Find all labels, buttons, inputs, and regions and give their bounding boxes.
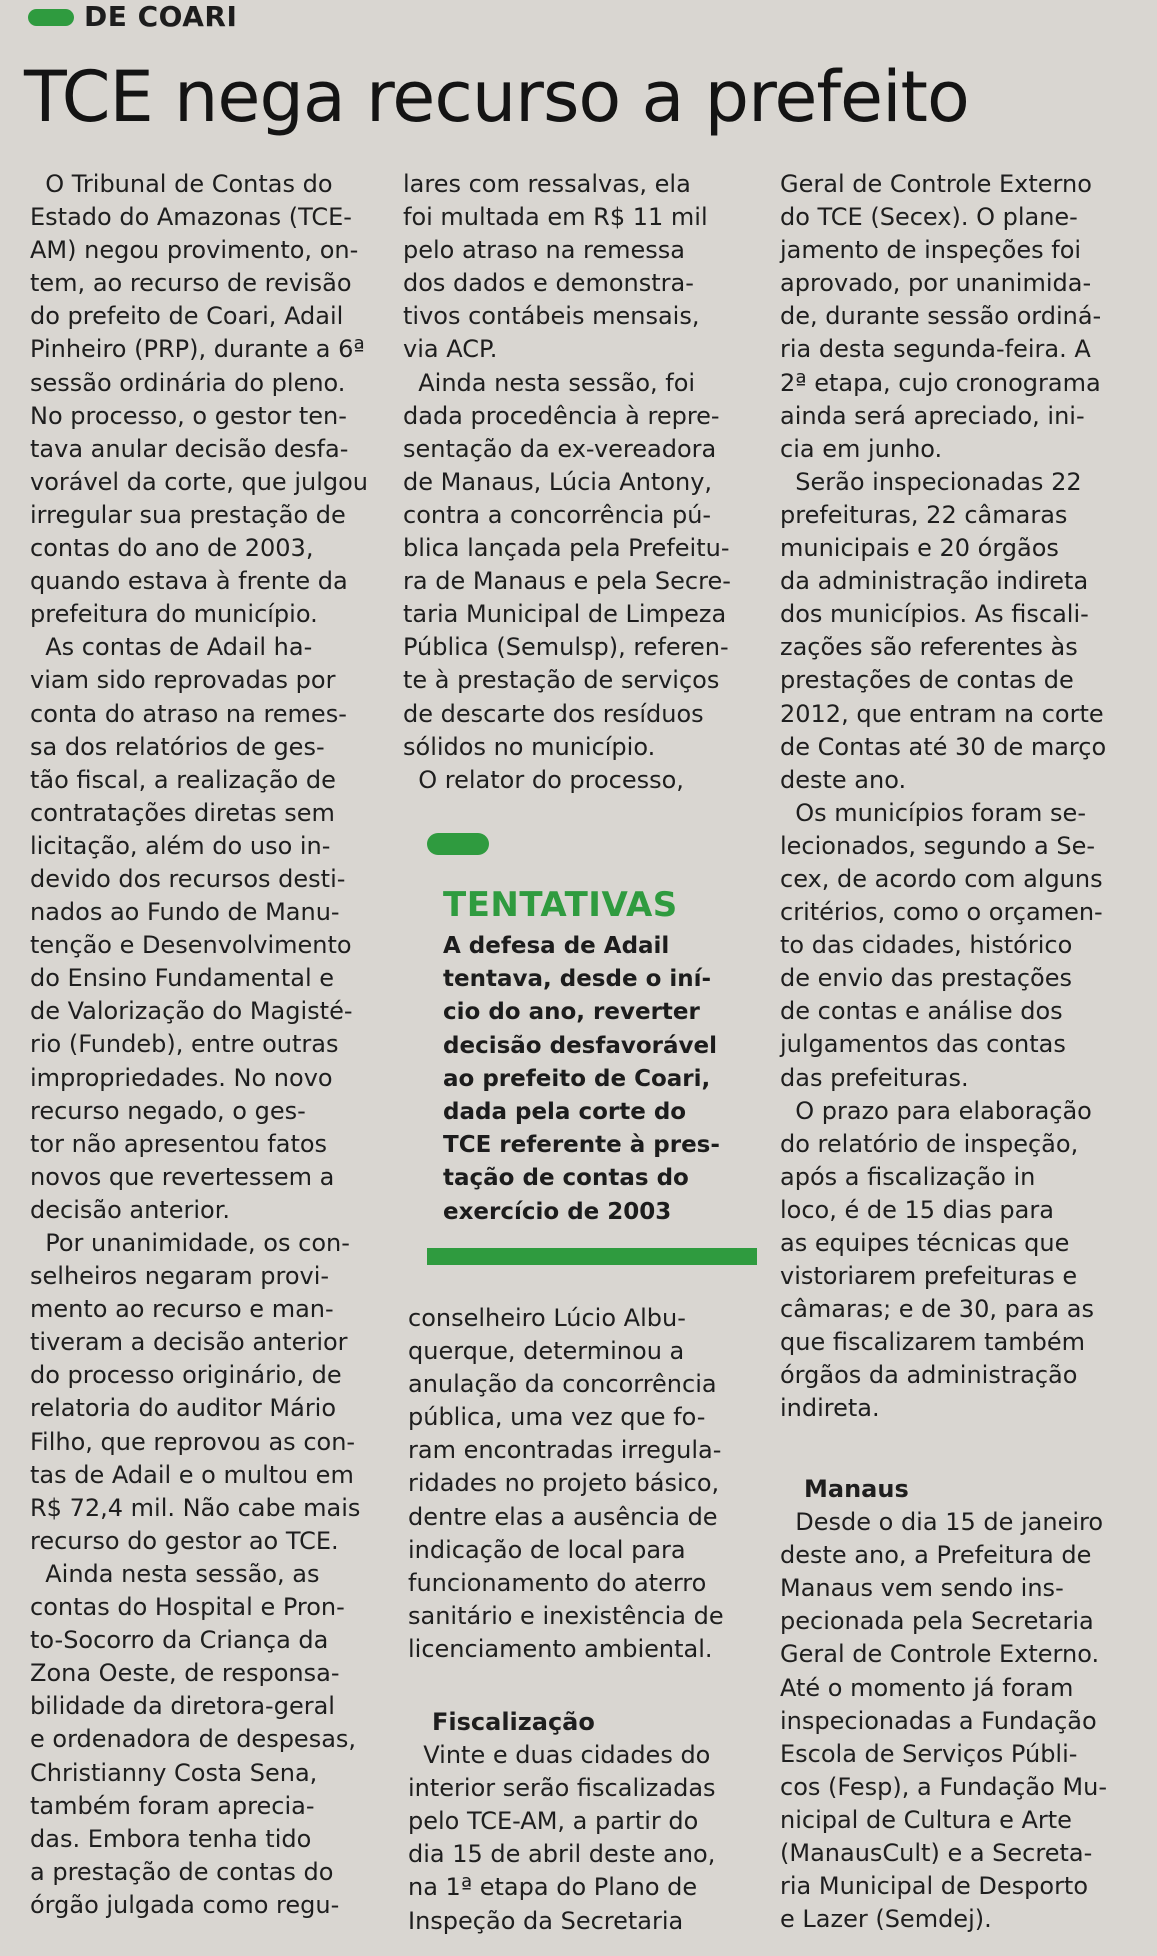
manaus-section [780,1473,1125,1936]
text-line: dos municípios. As fiscali- [780,600,1089,629]
sidebar-box [423,823,760,1265]
text-line: aprovado, por unanimida- [780,269,1092,298]
text-line: nados ao Fundo de Manu- [30,898,340,927]
text-line: pelo TCE-AM, a partir do [408,1807,699,1836]
box-text-line: exercício de 2003 [443,1198,672,1225]
text-line: mento ao recurso e man- [30,1295,334,1324]
text-line: câmaras; e de 30, para as [780,1295,1094,1324]
text-line: dos dados e demonstra- [403,269,694,298]
text-line: ram encontradas irregula- [408,1436,722,1465]
text-line: das prefeituras. [780,1063,969,1092]
text-line: tenção e Desenvolvimento [30,931,352,960]
text-line: prefeituras, 22 câmaras [780,500,1068,529]
text-line: sentação da ex-vereadora [403,434,717,463]
section-tag-pill [28,9,74,26]
text-line: indicação de local para [408,1535,686,1564]
fiscalizacao-heading: Fiscalização [432,1708,595,1736]
text-line: (ManausCult) e a Secreta- [780,1839,1093,1868]
text-line: sólidos no município. [403,732,656,761]
text-line: Christianny Costa Sena, [30,1758,318,1787]
text-line: licenciamento ambiental. [408,1634,713,1663]
text-line: contas do ano de 2003, [30,534,314,563]
text-line: Serão inspecionadas 22 [780,467,1082,496]
text-line: de Valorização do Magisté- [30,997,353,1026]
text-line: inspecionadas a Fundação [780,1706,1097,1735]
text-line: funcionamento do aterro [408,1568,707,1597]
box-text-line: cio do ano, reverter [443,999,700,1026]
text-line: sanitário e inexistência de [408,1601,724,1630]
text-line: viam sido reprovadas por [30,666,336,695]
text-line: prefeitura do município. [30,600,318,629]
text-line: Pública (Semulsp), referen- [403,633,729,662]
text-line: dia 15 de abril deste ano, [408,1840,716,1869]
text-line: pelo atraso na remessa [403,236,685,265]
box-title: TENTATIVAS [443,885,678,925]
text-line: devido dos recursos desti- [30,864,346,893]
text-line: vorável da corte, que julgou [30,467,368,496]
text-line: As contas de Adail ha- [30,633,313,662]
text-line: relatoria do auditor Mário [30,1394,337,1423]
text-line: Estado do Amazonas (TCE- [30,203,352,232]
text-line: Pinheiro (PRP), durante a 6ª [30,335,365,364]
text-line: deste ano. [780,765,907,794]
text-line: da administração indireta [780,567,1089,596]
column-1 [30,168,375,1922]
text-line: também foram aprecia- [30,1791,315,1820]
text-line: órgão julgada como regu- [30,1890,340,1919]
text-line: critérios, como o orçamen- [780,898,1103,927]
text-line: Zona Oeste, de responsa- [30,1659,340,1688]
text-line: ria desta segunda-feira. A [780,335,1091,364]
box-text-line: A defesa de Adail [443,933,670,959]
box-pill [427,833,489,855]
text-line: tor não apresentou fatos [30,1129,328,1158]
text-line: contratações diretas sem [30,798,335,827]
text-line: loco, é de 15 dias para [780,1195,1054,1224]
text-line: tas de Adail e o multou em [30,1460,354,1489]
text-line: conselheiro Lúcio Albu- [408,1304,686,1332]
text-line: julgamentos das contas [780,1030,1066,1059]
text-line: vistoriarem prefeituras e [780,1262,1078,1291]
text-line: 2ª etapa, cujo cronograma [780,368,1101,397]
text-line: Inspeção da Secretaria [408,1906,684,1935]
box-text-line: tação de contas do [443,1165,689,1192]
section-tag-label: DE COARI [84,0,238,33]
text-line: te à prestação de serviços [403,666,720,695]
text-line: quando estava à frente da [30,567,348,596]
text-line: órgãos da administração [780,1361,1078,1390]
text-line: irregular sua prestação de [30,500,346,529]
text-line: anulação da concorrência [408,1370,717,1399]
text-line: O prazo para elaboração [780,1096,1092,1125]
text-line: Os municípios foram se- [780,798,1086,827]
text-line: Ainda nesta sessão, as [30,1559,320,1588]
box-text [443,930,720,1229]
text-line: selheiros negaram provi- [30,1262,330,1291]
text-line: Geral de Controle Externo [780,170,1092,198]
text-line: to das cidades, histórico [780,931,1073,960]
box-bar [427,1248,757,1265]
text-line: ainda será apreciado, ini- [780,401,1085,430]
text-line: zações são referentes às [780,633,1078,662]
text-line: indireta. [780,1394,880,1423]
text-line: R$ 72,4 mil. Não cabe mais [30,1493,361,1522]
text-line: No processo, o gestor ten- [30,401,347,430]
text-line: foi multada em R$ 11 mil [403,203,708,232]
box-text-line: dada pela corte do [443,1099,687,1126]
text-line: do Ensino Fundamental e [30,964,335,993]
text-line: de descarte dos resíduos [403,699,704,728]
text-line: cia em junho. [780,434,943,463]
manaus-heading: Manaus [804,1475,909,1503]
text-line: to-Socorro da Criança da [30,1626,329,1655]
text-line: dada procedência à repre- [403,401,720,430]
text-line: das. Embora tenha tido [30,1824,312,1853]
text-line: do TCE (Secex). O plane- [780,203,1078,232]
text-line: cos (Fesp), a Fundação Mu- [780,1772,1107,1801]
column-3 [780,168,1125,1426]
text-line: interior serão fiscalizadas [408,1774,716,1803]
column-2-top [403,168,753,797]
box-text-line: decisão desfavorável [443,1032,718,1059]
fiscalizacao-section [408,1706,753,1938]
text-line: bilidade da diretora-geral [30,1692,335,1721]
text-line: contas do Hospital e Pron- [30,1593,345,1622]
text-line: dentre elas a ausência de [408,1502,718,1531]
text-line: tava anular decisão desfa- [30,434,349,463]
box-text-line: ao prefeito de Coari, [443,1065,711,1092]
text-line: contra a concorrência pú- [403,500,712,529]
text-line: a prestação de contas do [30,1857,334,1886]
text-line: O relator do processo, [403,765,684,794]
text-line: AM) negou provimento, on- [30,236,359,265]
text-line: recurso negado, o ges- [30,1096,306,1125]
text-line: ridades no projeto básico, [408,1469,720,1498]
text-line: após a fiscalização in [780,1162,1036,1191]
text-line: Geral de Controle Externo. [780,1640,1100,1669]
column-2-bottom [408,1302,753,1666]
text-line: via ACP. [403,335,498,364]
text-line: Ainda nesta sessão, foi [403,368,696,397]
text-line: tivos contábeis mensais, [403,302,700,331]
text-line: cex, de acordo com alguns [780,864,1103,893]
text-line: Até o momento já foram [780,1673,1074,1702]
text-line: lares com ressalvas, ela [403,170,691,198]
text-line: 2012, que entram na corte [780,699,1104,728]
text-line: Desde o dia 15 de janeiro [780,1508,1104,1537]
text-line: municipais e 20 órgãos [780,534,1059,563]
text-line: do prefeito de Coari, Adail [30,302,344,331]
box-text-line: tentava, desde o iní- [443,966,712,993]
text-line: na 1ª etapa do Plano de [408,1873,698,1902]
text-line: sessão ordinária do pleno. [30,368,346,397]
text-line: pública, uma vez que fo- [408,1403,706,1432]
text-line: ria Municipal de Desporto [780,1872,1089,1901]
text-line: de contas e análise dos [780,997,1063,1026]
text-line: prestações de contas de [780,666,1074,695]
text-line: tem, ao recurso de revisão [30,269,352,298]
text-line: de, durante sessão ordiná- [780,302,1102,331]
text-line: rio (Fundeb), entre outras [30,1030,339,1059]
text-line: conta do atraso na remes- [30,699,347,728]
text-line: do relatório de inspeção, [780,1129,1079,1158]
headline: TCE nega recurso a prefeito [24,56,969,138]
text-line: recurso do gestor ao TCE. [30,1526,339,1555]
text-line: as equipes técnicas que [780,1229,1070,1257]
text-line: querque, determinou a [408,1337,685,1366]
text-line: taria Municipal de Limpeza [403,600,727,629]
text-line: do processo originário, de [30,1361,342,1390]
text-line: Escola de Serviços Públi- [780,1739,1078,1768]
text-line: O Tribunal de Contas do [30,170,333,198]
text-line: sa dos relatórios de ges- [30,732,325,761]
text-line: impropriedades. No novo [30,1063,333,1092]
text-line: Filho, que reprovou as con- [30,1427,356,1456]
text-line: lecionados, segundo a Se- [780,831,1096,860]
text-line: de envio das prestações [780,964,1072,993]
text-line: Vinte e duas cidades do [408,1741,711,1770]
text-line: decisão anterior. [30,1195,230,1224]
text-line: Manaus vem sendo ins- [780,1574,1064,1603]
text-line: de Manaus, Lúcia Antony, [403,467,713,496]
text-line: tão fiscal, a realização de [30,765,336,794]
section-tag [28,2,237,32]
text-line: novos que revertessem a [30,1162,335,1191]
text-line: ra de Manaus e pela Secre- [403,567,731,596]
text-line: tiveram a decisão anterior [30,1328,348,1357]
text-line: blica lançada pela Prefeitu- [403,534,730,563]
text-line: pecionada pela Secretaria [780,1607,1094,1636]
text-line: Por unanimidade, os con- [30,1229,350,1257]
text-line: que fiscalizarem também [780,1328,1085,1357]
text-line: deste ano, a Prefeitura de [780,1541,1092,1570]
text-line: de Contas até 30 de março [780,732,1107,761]
text-line: e ordenadora de despesas, [30,1725,357,1754]
box-text-line: TCE referente à pres- [443,1132,720,1159]
text-line: licitação, além do uso in- [30,831,331,860]
text-line: jamento de inspeções foi [780,236,1082,265]
text-line: nicipal de Cultura e Arte [780,1805,1072,1834]
text-line: e Lazer (Semdej). [780,1905,992,1934]
